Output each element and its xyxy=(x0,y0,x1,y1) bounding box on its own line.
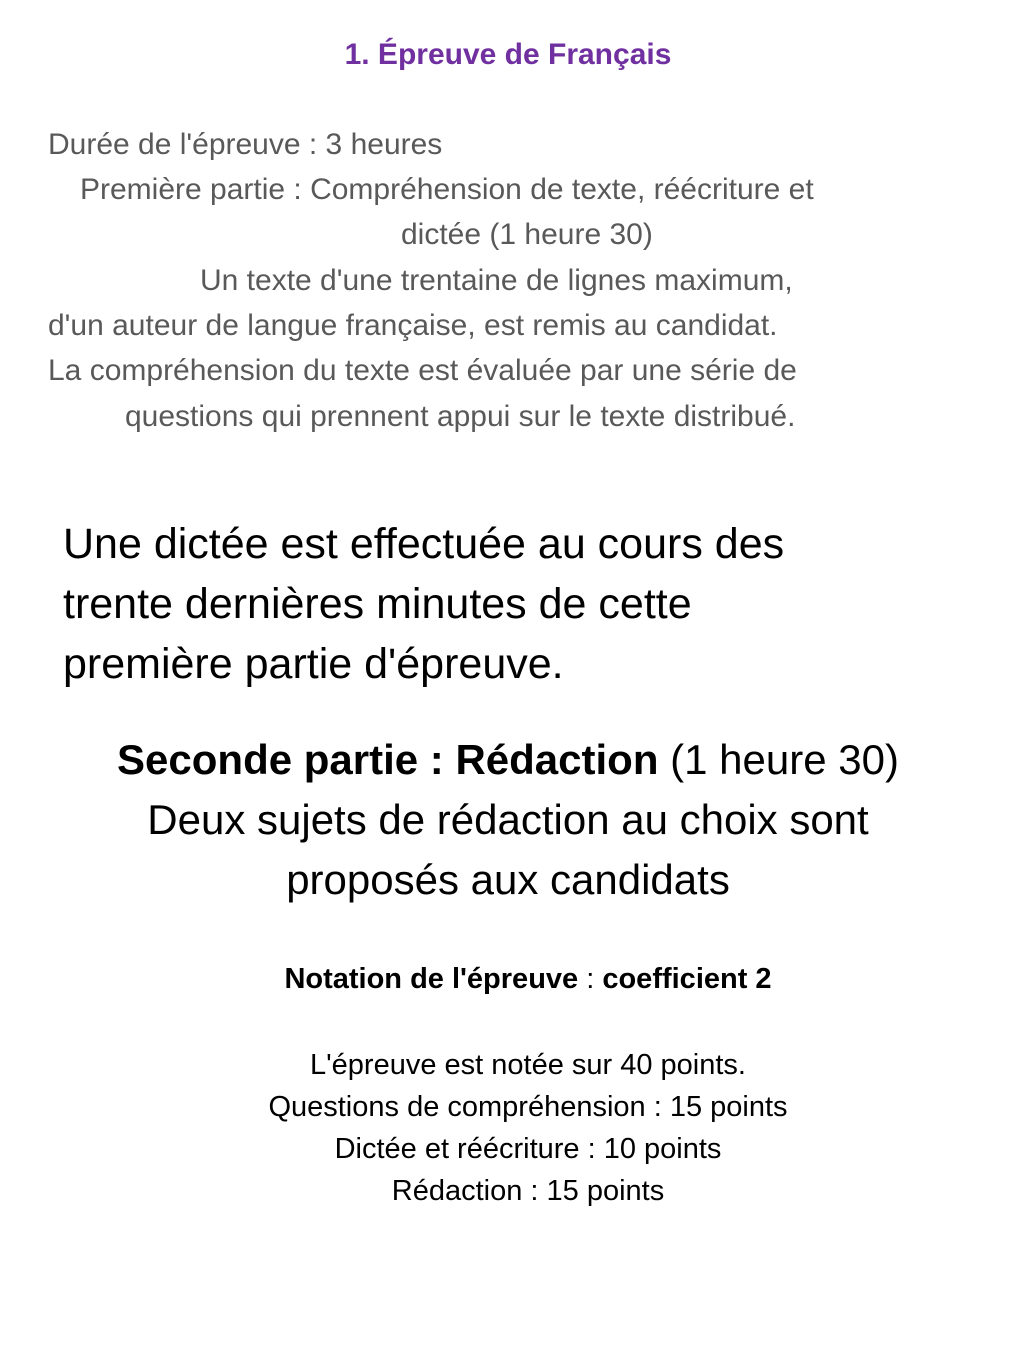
notation-redaction: Rédaction : 15 points xyxy=(391,1175,665,1207)
notation-questions: Questions de compréhension : 15 points xyxy=(268,1091,788,1123)
text-line1: Un texte d'une trentaine de lignes maximum, xyxy=(200,264,793,297)
notation-coefficient: coefficient 2 xyxy=(602,963,772,995)
text-line2: d'un auteur de langue française, est remis au candidat. xyxy=(48,309,778,342)
part2-heading-bold: Seconde partie : Rédaction xyxy=(117,736,659,783)
duration-text: Durée de l'épreuve : 3 heures xyxy=(48,128,443,161)
dictation-line1: Une dictée est effectuée au cours des xyxy=(63,520,785,568)
page-title: 1. Épreuve de Français xyxy=(344,38,672,71)
part2-line3: proposés aux candidats xyxy=(286,856,730,903)
text-line4: questions qui prennent appui sur le texte distribué. xyxy=(125,400,796,433)
part1-line1: Première partie : Compréhension de texte, réécriture et xyxy=(80,173,814,206)
notation-dictee: Dictée et réécriture : 10 points xyxy=(334,1133,722,1165)
part2-heading xyxy=(0,730,1016,790)
part2-line2: Deux sujets de rédaction au choix sont xyxy=(147,796,869,843)
part1-line2: dictée (1 heure 30) xyxy=(401,218,653,251)
text-line3: La compréhension du texte est évaluée par une série de xyxy=(48,354,797,387)
notation-label: Notation de l'épreuve xyxy=(284,963,579,995)
part2-heading-duration: (1 heure 30) xyxy=(658,736,899,783)
notation-heading xyxy=(0,958,1024,1000)
dictation-line2: trente dernières minutes de cette xyxy=(63,580,692,628)
notation-separator: : xyxy=(578,963,603,995)
notation-total: L'épreuve est notée sur 40 points. xyxy=(310,1049,746,1081)
dictation-line3: première partie d'épreuve. xyxy=(63,640,564,688)
